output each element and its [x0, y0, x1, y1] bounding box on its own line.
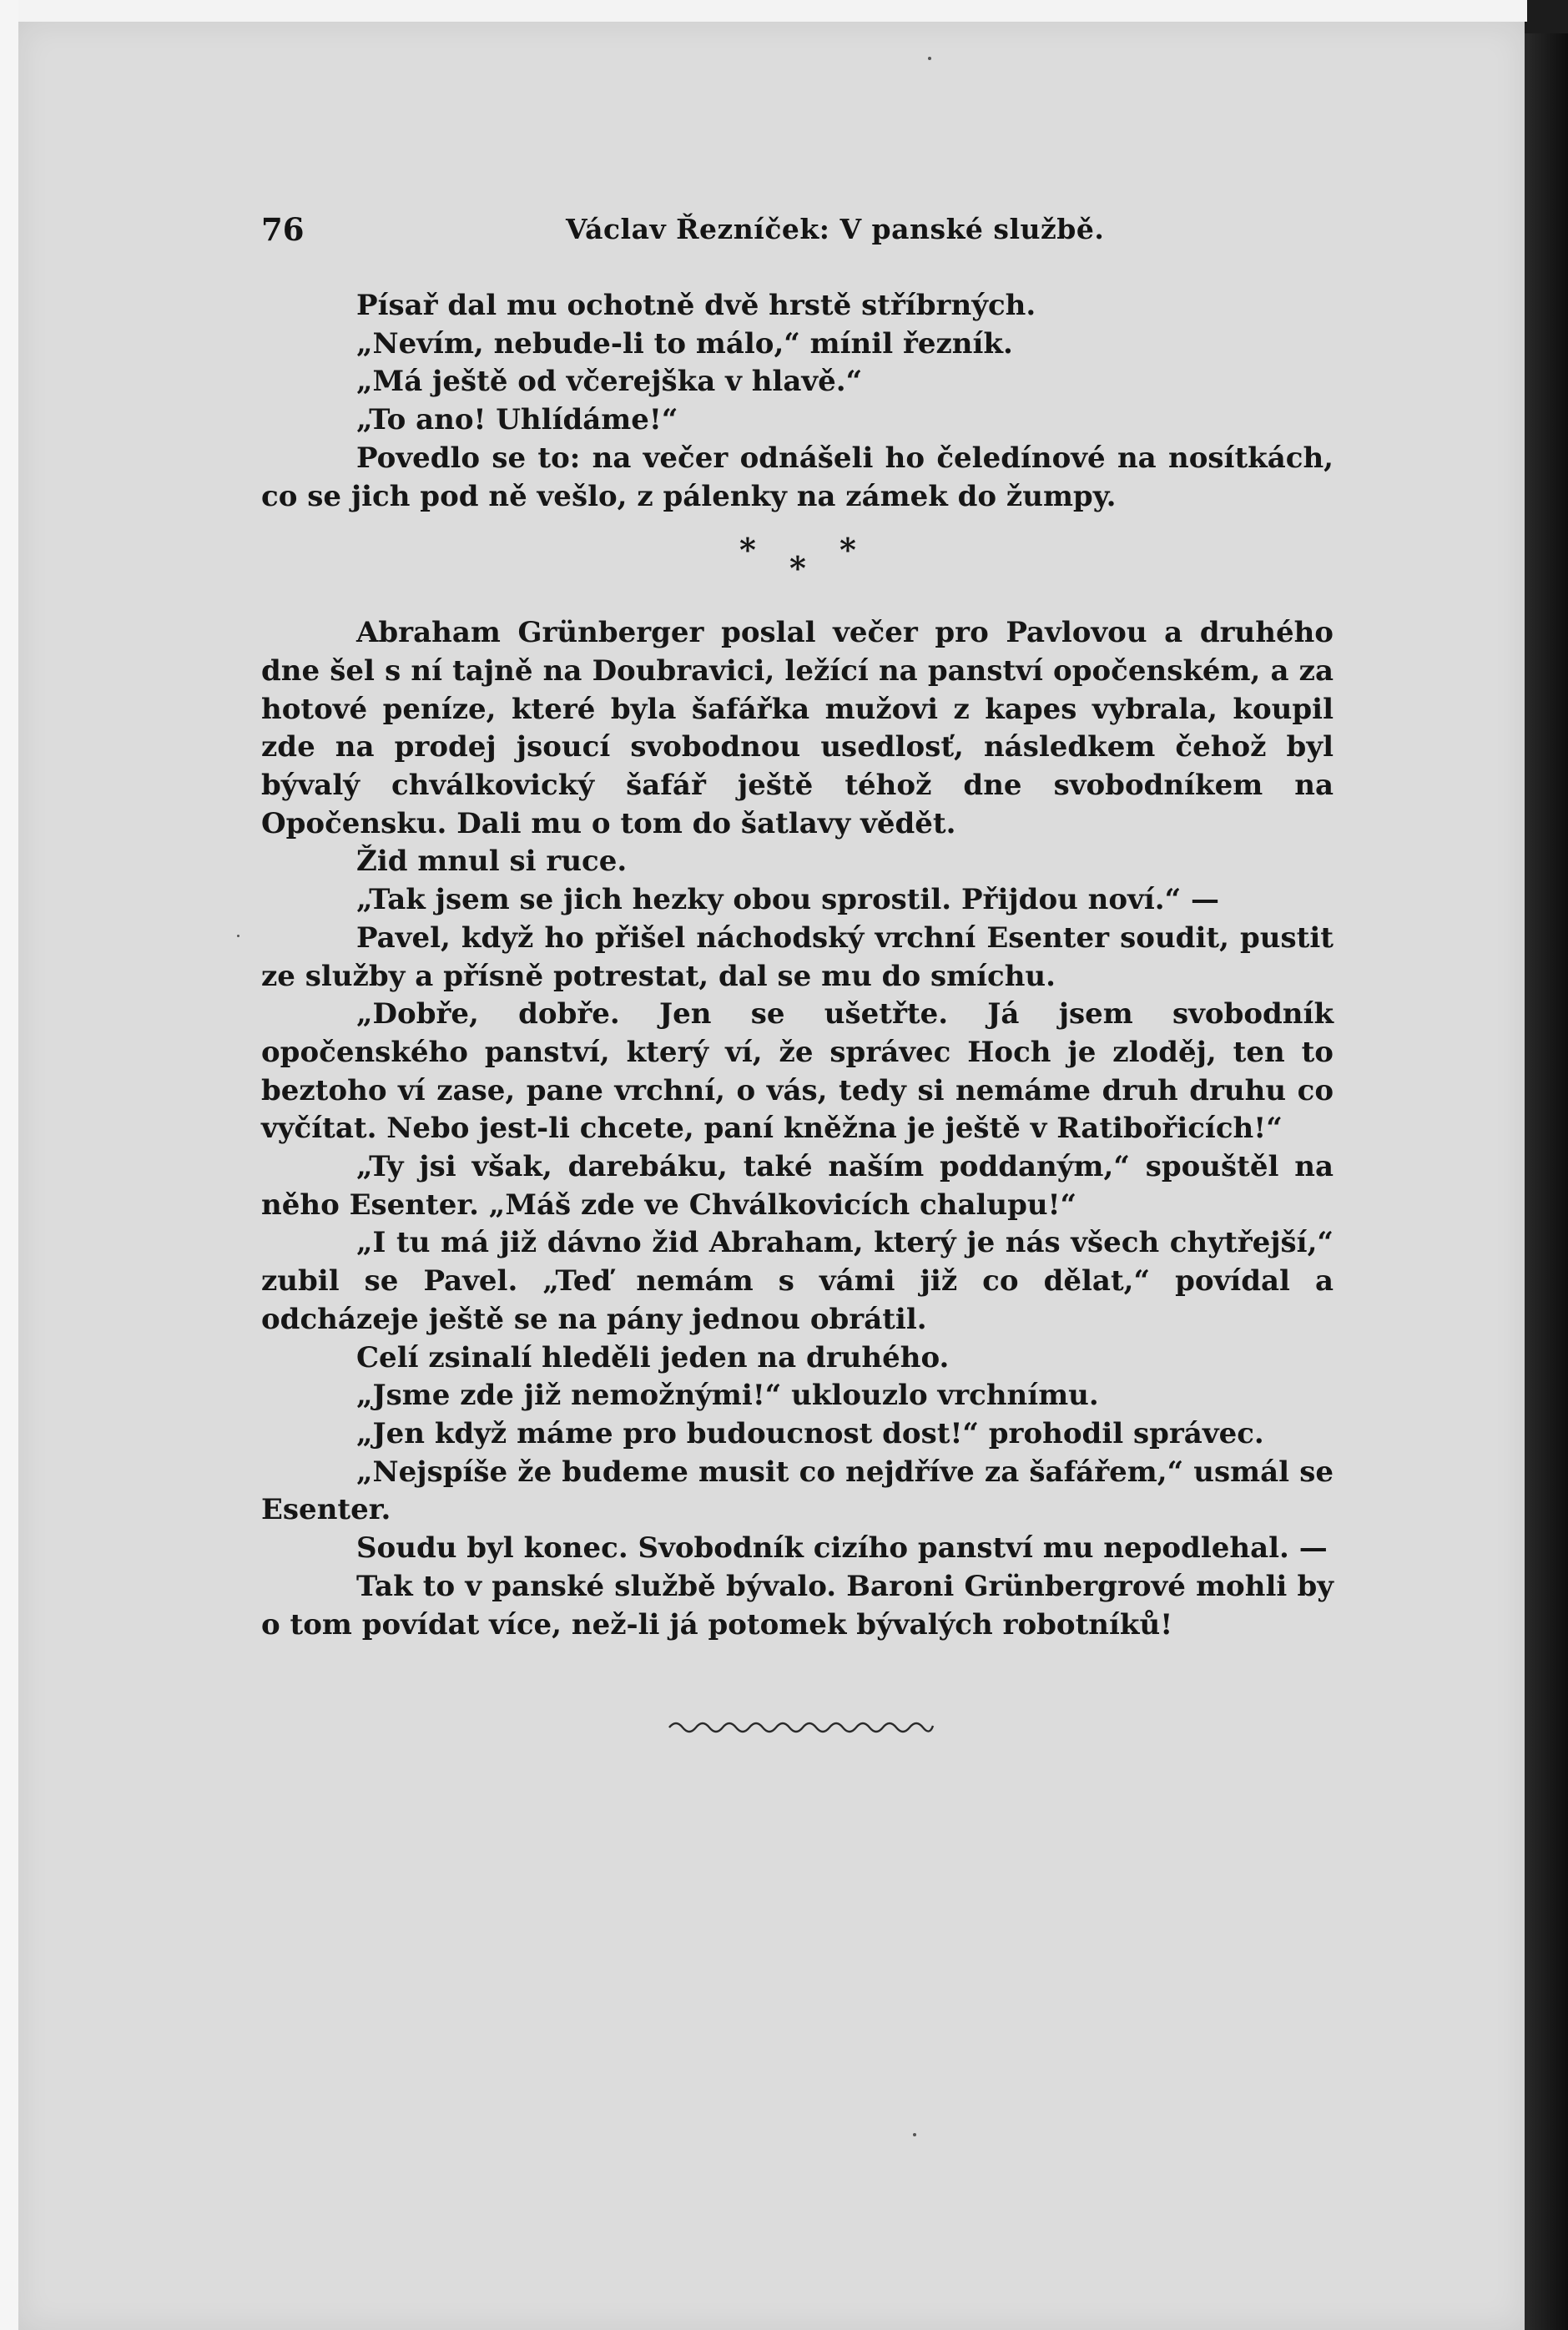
paragraph: „Nejspíše že budeme musit co nejdříve za šafářem,“ usmál se Esenter. [261, 1455, 1334, 1527]
paragraph: „Jsme zde již nemožnými!“ uklouzlo vrchnímu. [356, 1379, 1099, 1413]
paragraph: „Nevím, nebude-li to málo,“ mínil řezník. [356, 326, 1013, 361]
end-ornament-squiggle [668, 1716, 935, 1736]
paragraph: „To ano! Uhlídáme!“ [356, 403, 678, 437]
paper-speck [913, 2133, 916, 2136]
paragraph: Povedlo se to: na večer odnášeli ho čeledínové na nosítkách, co se jich pod ně vešlo, z pálenky na zámek do žumpy. [261, 441, 1334, 513]
paragraph: Celí zsinalí hleděli jeden na druhého. [356, 1340, 950, 1374]
asterisk: * [839, 531, 856, 569]
section-break-asterism [261, 516, 1334, 614]
paragraph: „I tu má již dávno žid Abraham, který je nás všech chytřejší,“ zubil se Pavel. „Teď nemám s vámi již co dělat,“ povídal a odcházeje ještě se na pány jednou obrátil. [261, 1226, 1334, 1336]
running-head: Václav Řezníček: V panské službě. [566, 213, 1105, 245]
scan-edge-top [0, 0, 1527, 22]
page-body [261, 287, 1334, 1644]
asterisk: * [739, 531, 756, 569]
paragraph: „Tak jsem se jich hezky obou sprostil. Přijdou noví.“ — [356, 883, 1219, 917]
paragraph: „Má ještě od včerejška v hlavě.“ [356, 365, 863, 399]
page-header [261, 211, 1334, 248]
scan-edge-left [0, 0, 18, 2330]
paragraph: Pavel, když ho přišel náchodský vrchní Esenter soudit, pustit ze služby a přísně potrestat, dal se mu do smíchu. [261, 920, 1334, 993]
page-number: 76 [261, 211, 305, 248]
paper-speck [237, 935, 239, 937]
paragraph: „Jen když máme pro budoucnost dost!“ prohodil správec. [356, 1416, 1264, 1450]
paragraph: „Dobře, dobře. Jen se ušetřte. Já jsem svobodník opočenského panství, který ví, že správec Hoch je zloděj, ten to beztoho ví zase, pane vrchní, o vás, tedy si nemáme druh druhu co vyčítat. Nebo jest-li chcete, paní kněžna je ještě v Ratibořicích!“ [261, 997, 1334, 1146]
paragraph: Tak to v panské službě bývalo. Baroni Grünbergrové mohli by o tom povídat více, než-li já potomek bývalých robotníků! [261, 1569, 1334, 1642]
paragraph: Písař dal mu ochotně dvě hrstě stříbrných. [356, 289, 1036, 322]
paper-speck [928, 57, 931, 60]
paragraph: Soudu byl konec. Svobodník cizího panství mu nepodlehal. — [356, 1531, 1328, 1566]
paragraph: Abraham Grünberger poslal večer pro Pavlovou a druhého dne šel s ní tajně na Doubravici, ležící na panství opočenském, a za hotové peníze, které byla šafářka mužovi z kapes vybrala, koupil zde na prodej jsoucí svobodnou usedlosť, následkem čehož byl bývalý chválkovický šafář ještě téhož dne svobodníkem na Opočensku. Dali mu o tom do šatlavy vědět. [261, 616, 1334, 840]
book-spine-shadow [1525, 33, 1568, 2330]
paragraph: Žid mnul si ruce. [356, 845, 628, 879]
paragraph: „Ty jsi však, darebáku, také naším poddaným,“ spouštěl na něho Esenter. „Máš zde ve Chválkovicích chalupu!“ [261, 1150, 1334, 1222]
asterisk: * [789, 549, 806, 588]
